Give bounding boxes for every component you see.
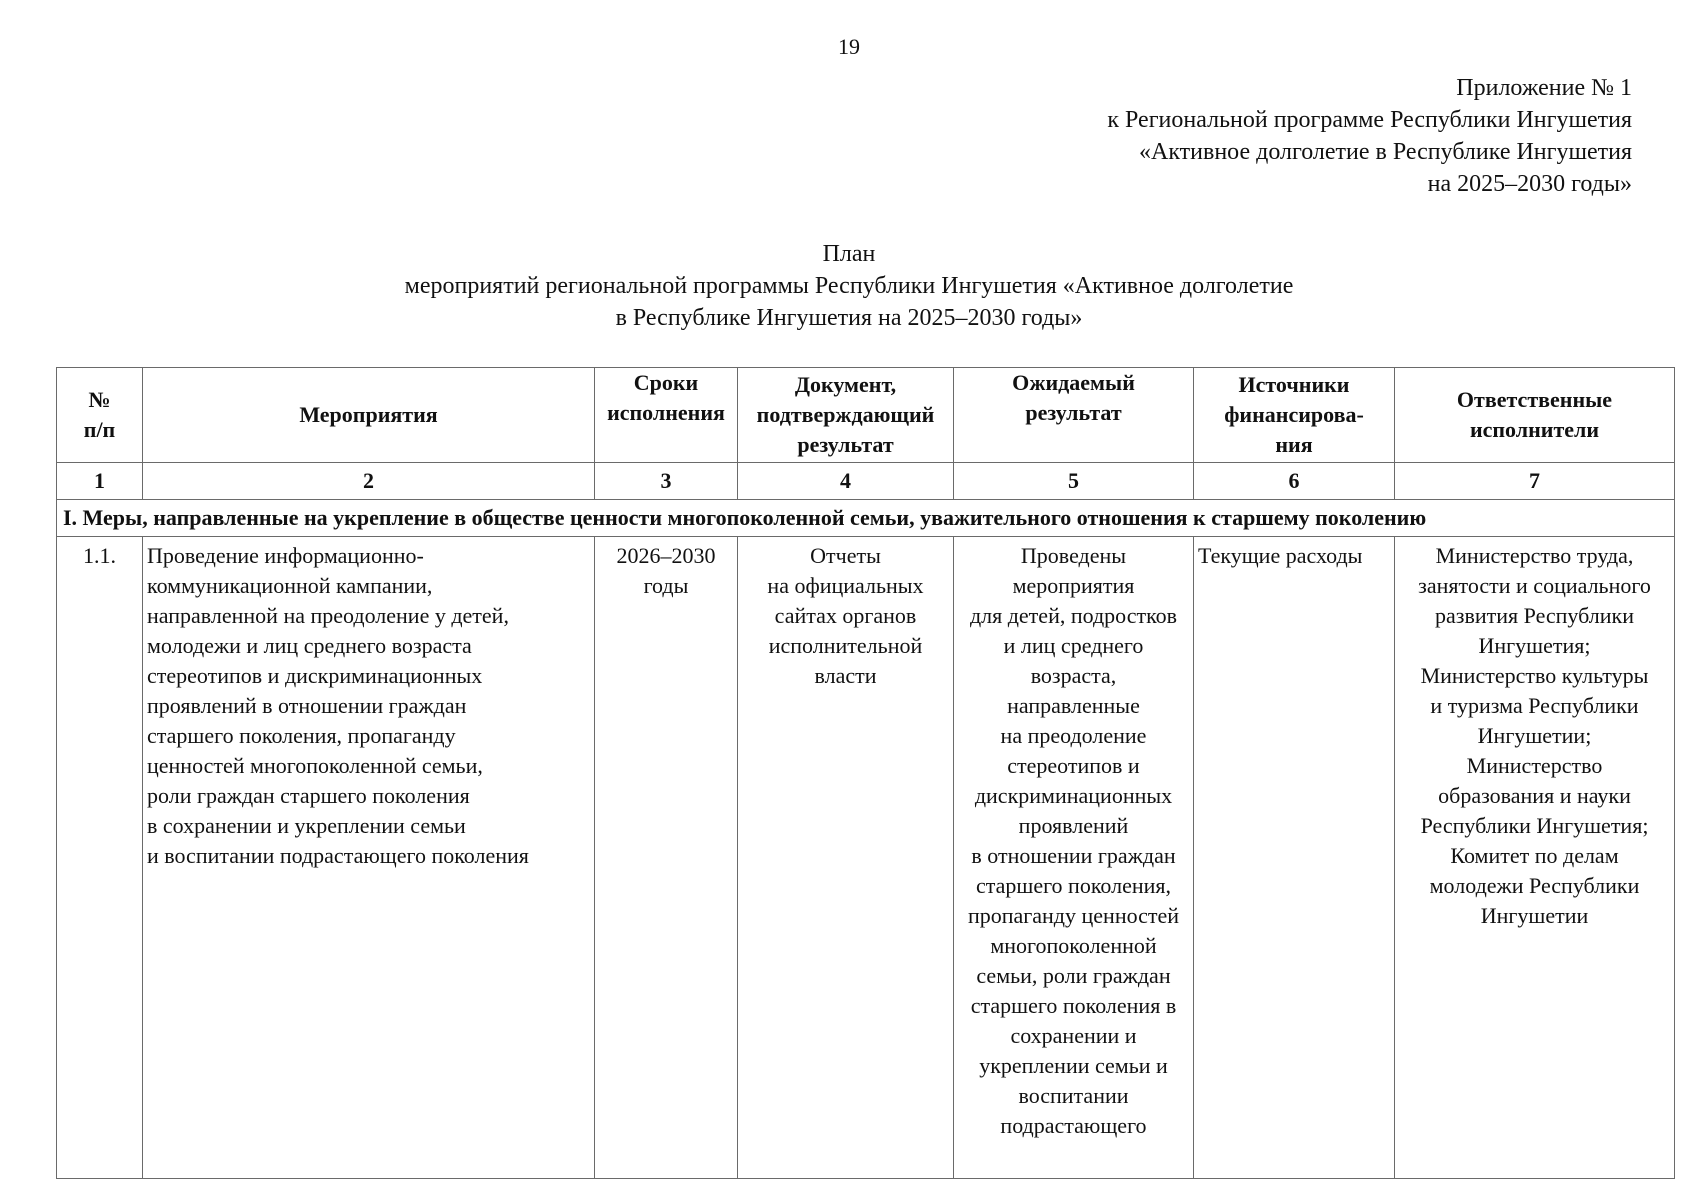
cell-line: занятости и социального	[1418, 573, 1651, 598]
cell-line: Отчеты	[810, 543, 881, 568]
cell-line: Проведение информационно-	[147, 543, 424, 568]
cell-line: годы	[643, 573, 689, 598]
plan-title-line: мероприятий региональной программы Республики Ингушетия «Активное долголетие	[404, 273, 1294, 299]
header-activities	[143, 368, 595, 463]
cell-line: Ингушетия;	[1478, 633, 1591, 658]
cell-line: коммуникационной кампании,	[147, 573, 433, 598]
appendix-header	[1107, 72, 1632, 200]
plan-title-line: План	[822, 241, 876, 267]
header-line: Сроки	[633, 370, 699, 395]
cell-line: молодежи и лиц среднего возраста	[147, 633, 472, 658]
cell-line: семьи, роли граждан	[976, 963, 1171, 988]
document-cell	[738, 537, 954, 1179]
header-funding	[1194, 368, 1395, 463]
section-row	[57, 500, 1675, 537]
plan-table	[56, 367, 1675, 1179]
cell-line: Ингушетии;	[1477, 723, 1592, 748]
header-line: Ожидаемый	[1012, 370, 1135, 395]
cell-line: роли граждан старшего поколения	[147, 783, 470, 808]
header-line: подтверждающий	[756, 402, 935, 427]
cell-line: Республики Ингушетия;	[1420, 813, 1649, 838]
cell-line: в отношении граждан	[971, 843, 1176, 868]
cell-line: и лиц среднего	[1003, 633, 1144, 658]
cell-line: сайтах органов	[774, 603, 917, 628]
column-number: 5	[954, 463, 1194, 500]
cell-line: на официальных	[767, 573, 924, 598]
header-expected-result	[954, 368, 1194, 463]
header-line: №	[88, 387, 111, 412]
column-number: 1	[57, 463, 143, 500]
header-responsible	[1395, 368, 1675, 463]
plan-title	[0, 238, 1698, 334]
header-line: исполнители	[1469, 417, 1600, 442]
cell-line: образования и науки	[1438, 783, 1631, 808]
cell-line: старшего поколения, пропаганду	[147, 723, 456, 748]
cell-line: Министерство труда,	[1435, 543, 1634, 568]
row-number: 1.1.	[57, 537, 143, 1179]
cell-line: сохранении и	[1010, 1023, 1137, 1048]
cell-line: подрастающего	[1000, 1113, 1147, 1138]
cell-line: ценностей многопоколенной семьи,	[147, 753, 483, 778]
table-header-row	[57, 368, 1675, 463]
cell-line: власти	[814, 663, 877, 688]
cell-line: исполнительной	[768, 633, 923, 658]
cell-line: Министерство	[1466, 753, 1603, 778]
cell-line: многопоколенной	[990, 933, 1157, 958]
header-line: Документ,	[794, 372, 897, 397]
cell-line: проявлений	[1018, 813, 1129, 838]
section-title: I. Меры, направленные на укрепление в обществе ценности многопоколенной семьи, уважительного отношения к старшему поколению	[57, 500, 1675, 537]
result-cell	[954, 537, 1194, 1179]
cell-line: мероприятия	[1012, 573, 1135, 598]
cell-line: и туризма Республики	[1430, 693, 1639, 718]
cell-line: для детей, подростков	[969, 603, 1178, 628]
cell-line: и воспитании подрастающего поколения	[147, 843, 529, 868]
appendix-line: на 2025–2030 годы»	[1427, 171, 1632, 197]
cell-line: воспитании	[1018, 1083, 1129, 1108]
cell-line: дискриминационных	[974, 783, 1173, 808]
header-line: исполнения	[607, 400, 725, 425]
cell-line: стереотипов и	[1007, 753, 1140, 778]
header-line: Мероприятия	[299, 402, 438, 427]
cell-line: Ингушетии	[1480, 903, 1589, 928]
plan-title-line: в Республике Ингушетия на 2025–2030 годы»	[615, 305, 1083, 331]
cell-line: стереотипов и дискриминационных	[147, 663, 483, 688]
cell-line: направленной на преодоление у детей,	[147, 603, 509, 628]
header-number	[57, 368, 143, 463]
header-line: ния	[1275, 432, 1313, 457]
cell-line: укреплении семьи и	[979, 1053, 1168, 1078]
cell-line: Текущие расходы	[1198, 543, 1363, 568]
header-line: Источники	[1238, 372, 1350, 397]
appendix-line: «Активное долголетие в Республике Ингушетия	[1138, 139, 1632, 165]
cell-line: старшего поколения в	[970, 993, 1177, 1018]
column-number: 7	[1395, 463, 1675, 500]
header-line: Ответственные	[1456, 387, 1613, 412]
header-deadlines	[595, 368, 738, 463]
cell-line: молодежи Республики	[1429, 873, 1640, 898]
page-number: 19	[838, 34, 860, 59]
column-number: 2	[143, 463, 595, 500]
header-line: финансирова-	[1224, 402, 1364, 427]
column-number: 6	[1194, 463, 1395, 500]
cell-line: Проведены	[1020, 543, 1127, 568]
cell-line: 2026–2030	[616, 543, 716, 568]
cell-line: проявлений в отношении граждан	[147, 693, 467, 718]
cell-line: развития Республики	[1435, 603, 1634, 628]
table-row	[57, 537, 1675, 1179]
cell-line: в сохранении и укреплении семьи	[147, 813, 466, 838]
header-document	[738, 368, 954, 463]
cell-line: Министерство культуры	[1420, 663, 1649, 688]
cell-line: пропаганду ценностей	[967, 903, 1180, 928]
cell-line: Комитет по делам	[1450, 843, 1619, 868]
responsible-cell	[1395, 537, 1675, 1179]
funding-cell	[1194, 537, 1395, 1179]
appendix-line: Приложение № 1	[1456, 75, 1632, 101]
column-number-row	[57, 463, 1675, 500]
header-line: результат	[1025, 400, 1122, 425]
column-number: 3	[595, 463, 738, 500]
cell-line: на преодоление	[1000, 723, 1147, 748]
activity-cell	[143, 537, 595, 1179]
header-line: п/п	[83, 417, 116, 442]
deadline-cell	[595, 537, 738, 1179]
appendix-line: к Региональной программе Республики Ингушетия	[1107, 107, 1632, 133]
column-number: 4	[738, 463, 954, 500]
cell-line: возраста,	[1030, 663, 1117, 688]
cell-line: направленные	[1007, 693, 1140, 718]
header-line: результат	[797, 432, 894, 457]
cell-line: старшего поколения,	[975, 873, 1172, 898]
